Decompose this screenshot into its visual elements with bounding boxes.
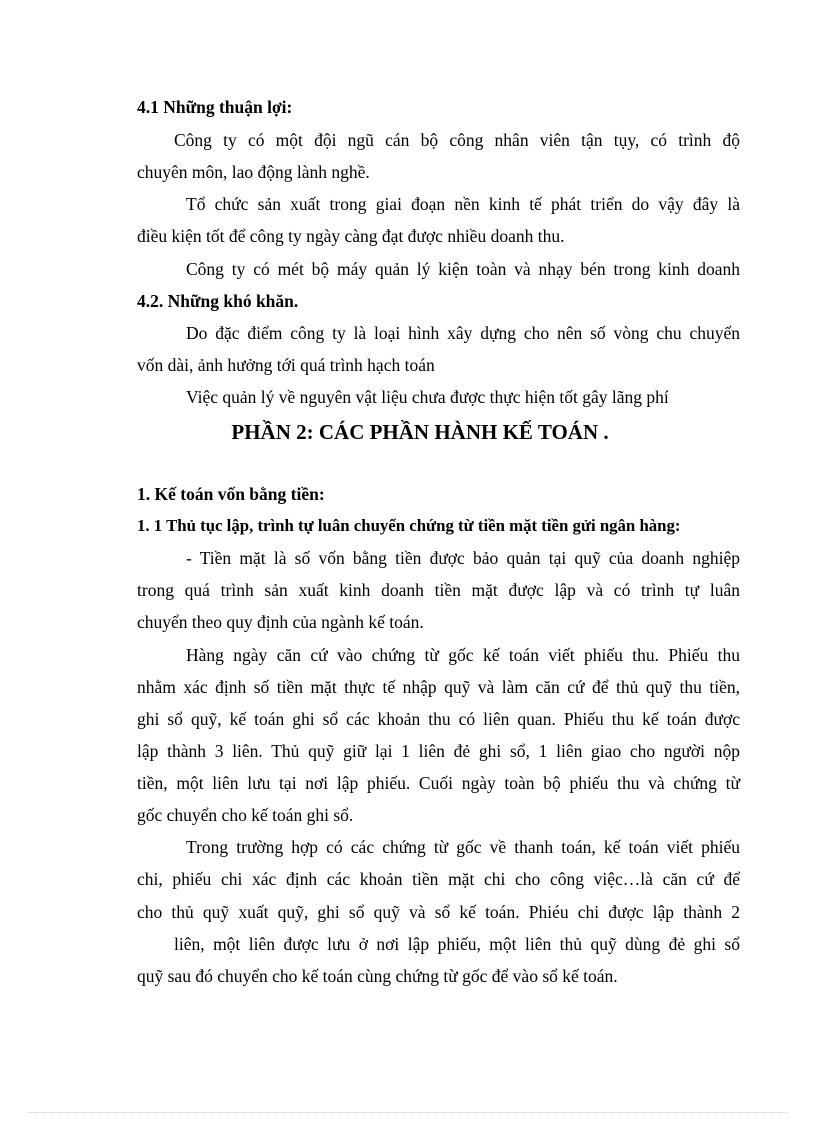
part-title: PHẦN 2: CÁC PHẦN HÀNH KẾ TOÁN . [231, 420, 609, 444]
page-bottom-rule [28, 1112, 788, 1113]
document-page: 4.1 Những thuận lợi: Công ty có một đội ngũ cán bộ công nhân viên tận tụy, có trình độ chuyên môn, lao động lành nghề. Tổ chức sản xuất trong giai đoạn nền kinh tế phát triển do vậy đây là điều kiện tốt để công ty ngày càng đạt được nhiều doanh thu. Công ty có mét bộ máy quản lý kiện toàn và nhạy bén trong kinh doanh 4.2. Những khó khăn. Do đặc điểm công ty là loại hình xây dựng cho nên số vòng chu chuyển vốn dài, ảnh hưởng tới quá trình hạch toán Việc quản lý về nguyên vật liệu chưa được thực hiện tốt gây lãng phí PHẦN 2: CÁC PHẦN HÀNH KẾ TOÁN . 1. Kế toán vốn bằng tiền: 1. 1 Thủ tục lập, trình tự luân chuyển chứng từ tiền mặt tiền gửi ngân hàng: - Tiền mặt là số vốn bằng tiền được bảo quản tại quỹ của doanh nghiệp trong quá trình sản xuất kinh doanh tiền mặt được lập và có trình tự luân chuyển theo quy định của ngành kế toán. Hàng ngày căn cứ vào chứng từ gốc kế toán viết phiếu thu. Phiếu thu nhằm xác định số tiền mặt thực tế nhập quỹ và làm căn cứ để thủ quỹ thu tiền, ghi sổ quỹ, kế toán ghi sổ các khoản thu có liên quan. Phiếu thu kế toán được lập thành 3 liên. Thủ quỹ giữ lại 1 liên đẻ ghi sổ, 1 liên giao cho người nộp tiền, một liên lưu tại nơi lập phiếu. Cuối ngày toàn bộ phiếu thu và chứng từ gốc chuyển cho kế toán ghi sổ. Trong trường hợp có các chứng từ gốc về thanh toán, kế toán viết phiếu chi, phiếu chi xác định các khoản tiền mặt chi cho công việc…là căn cứ để cho thủ quỹ xuất quỹ, ghi sổ quỹ và sổ kế toán. Phiéu chi được lập thành 2 liên, một liên được lưu ở nơi lập phiếu, một liên thủ quỹ dùng đẻ ghi sổ quỹ sau đó chuyển cho kế toán cùng chứng từ gốc để vào sổ kế toán. [0, 0, 816, 1123]
